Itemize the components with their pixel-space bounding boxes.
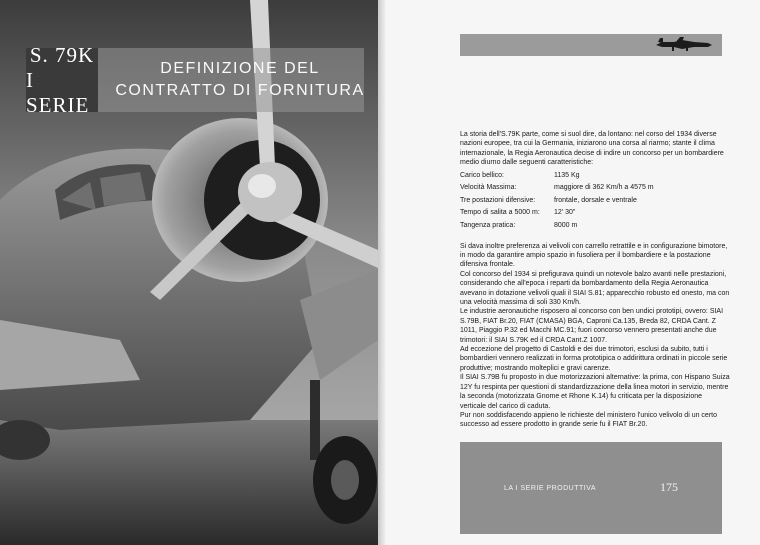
text-page [386, 0, 760, 545]
spec-key: Velocità Massima: [460, 184, 517, 192]
footer-bar [460, 442, 722, 534]
spec-value: 1135 Kg [554, 171, 580, 179]
chapter-title-line-1: DEFINIZIONE DEL [160, 60, 320, 77]
spec-row [460, 183, 654, 196]
book-gutter [378, 0, 386, 545]
spec-key: Tempo di salita a 5000 m: [460, 209, 540, 217]
chapter-title-line-2: CONTRATTO DI FORNITURA [115, 82, 365, 99]
body-paragraph: Col concorso del 1934 si prefigurava quindi un notevole balzo avanti nelle prestazioni, considerando che all'epoca i reparti da bombardamento della Regia Aeronautica avevano in dotazione velivoli quali il SIAI S.81; apparecchio robusto ed onesto, ma con una velocità massima di soli 330 Km/h. [460, 270, 730, 307]
aircraft-code-box [26, 42, 98, 117]
spec-key: Tre postazioni difensive: [460, 196, 536, 204]
spec-value: 8000 m [554, 222, 578, 229]
article-body [460, 130, 730, 430]
body-paragraph: Pur non soddisfacendo appieno le richieste del ministero l'unico velivolo di un certo successo ad essere prodotto in grande serie fu il FIAT Br.20. [460, 411, 717, 429]
aircraft-silhouette-icon [654, 36, 714, 54]
header-bar [460, 34, 722, 56]
body-paragraph: Le industrie aeronautiche risposero al concorso con ben undici prototipi, ovvero: SIAI S.79B, FIAT Br.20, FIAT (CMASA) BGA, Caproni Ca.135, Breda 82, CRDA Cant. Z 1011, Piaggio P.32 ed Macchi MC.91; fuori concorso vennero presentati anche due trimotori: il SIAI S.79K ed il CRDA Cant.Z 1007. [460, 308, 724, 344]
spec-key: Tangenza pratica: [460, 222, 516, 229]
spec-key: Carico bellico: [460, 171, 504, 179]
spec-row [460, 196, 654, 209]
spec-row [460, 208, 654, 221]
spec-value: maggiore di 362 Km/h a 4575 m [554, 184, 654, 192]
spec-table [460, 171, 654, 234]
spec-row [460, 221, 654, 234]
page-number: 175 [660, 480, 678, 494]
intro-paragraph: La storia dell'S.79K parte, come si suol dire, da lontano: nel corso del 1934 diverse nazioni europee, tra cui la Germania, iniziarono una corsa al riarmo; stante il clima internazionale, la Regia Aeronautica decise di indire un concorso per un bombardiere medio diurno dalle seguenti caratteristiche: [460, 131, 724, 167]
section-label: LA I SERIE PRODUTTIVA [504, 485, 597, 492]
spec-value: 12' 30" [554, 209, 576, 217]
photo-page [0, 0, 378, 545]
spec-value: frontale, dorsale e ventrale [554, 196, 637, 204]
aircraft-code-line-1: S. 79K [29, 42, 95, 67]
chapter-title [110, 58, 370, 102]
body-paragraph: Il SIAI S.79B fu proposto in due motorizzazioni alternative: la prima, con Hispano Suiza 12Y fu respinta per questioni di standardizzazione della linea motori in servizio, mentre la seconda (motorizzata Gnome et Rhone K.14) fu criticata per la disposizione verticale del carico di caduta. [460, 374, 730, 410]
aircraft-code-line-2: I SERIE [26, 67, 90, 117]
body-paragraph: Si dava inoltre preferenza ai velivoli con carrello retrattile e in configurazione bimotore, in modo da garantire ampio spazio in fusoliera per il bombardiere e la postazione difensiva frontale. [460, 242, 728, 269]
body-paragraph: Ad eccezione del progetto di Castoldi e dei due trimotori, esclusi da subito, tutti i bombardieri vennero realizzati in forma prototipica o addirittura ordinati in piccole serie produttive; mostrando molteplici e gravi carenze. [460, 346, 728, 372]
spec-row [460, 171, 654, 184]
